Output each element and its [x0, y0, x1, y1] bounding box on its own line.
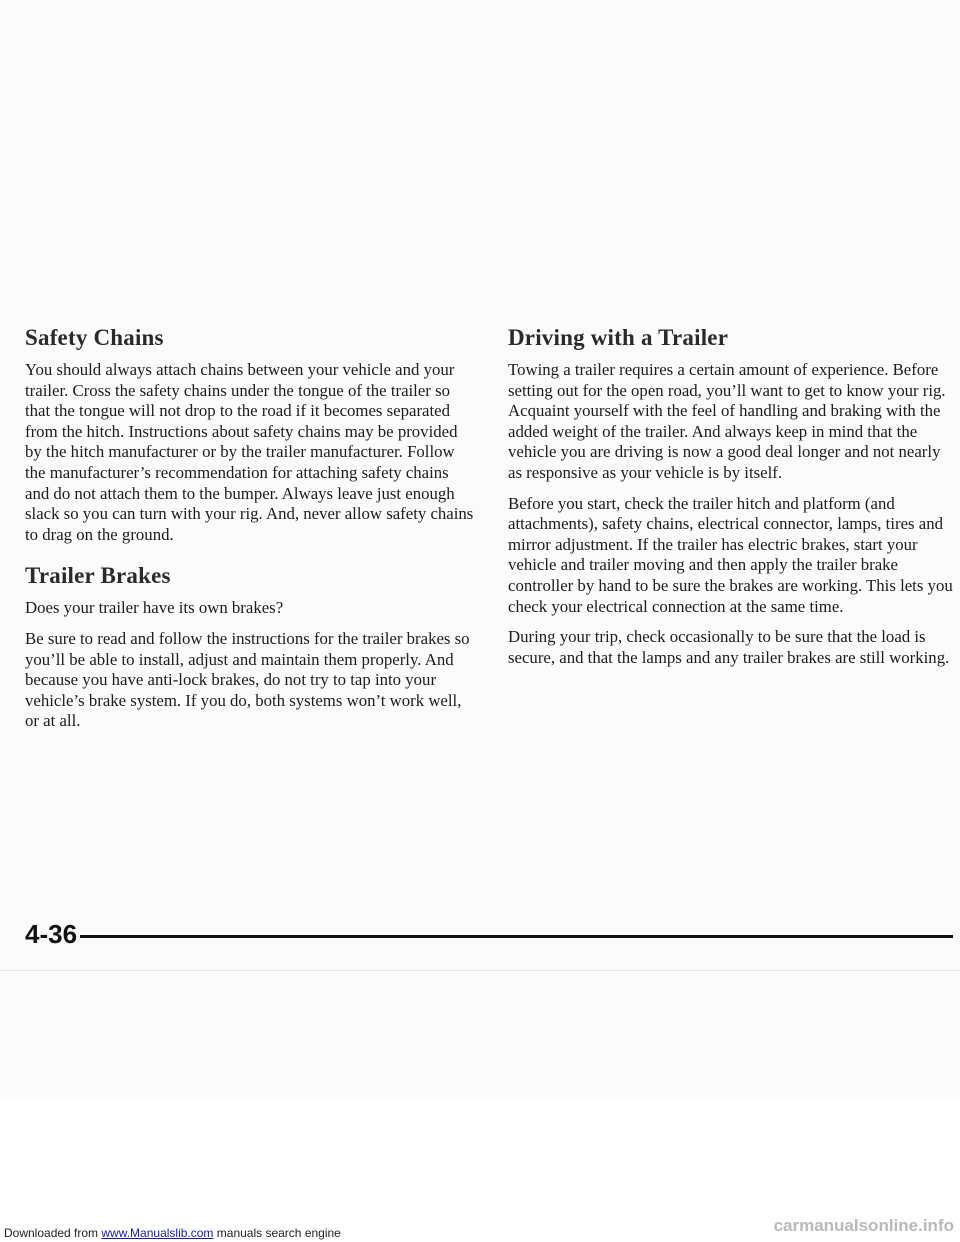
right-column — [508, 325, 958, 678]
carmanualsonline-watermark: carmanualsonline.info — [773, 1216, 954, 1235]
driving-paragraph-1: Towing a trailer requires a certain amount of experience. Before setting out for the open road, you’ll want to get to know your rig. Acquaint yourself with the feel of handling and braking with the added weight of the trailer. And always keep in mind that the vehicle you are driving is now a good deal longer and not nearly as responsive as your vehicle is by itself. — [508, 360, 946, 482]
scan-line — [0, 970, 960, 971]
safety-chains-paragraph: You should always attach chains between your vehicle and your trailer. Cross the safety chains under the tongue of the trailer so that the tongue will not drop to the road if it becomes separated from the hitch. Instructions about safety chains may be provided by the hitch manufacturer or by the trailer manufacturer. Follow the manufacturer’s recommendation for attaching safety chains and do not attach them to the bumper. Always leave just enough slack so you can turn with your rig. And, never allow safety chains to drag on the ground. — [25, 360, 474, 544]
driving-paragraph-2: Before you start, check the trailer hitch and platform (and attachments), safety chains, electrical connector, lamps, tires and mirror adjustment. If the trailer has electric brakes, start your vehicle and trailer moving and then apply the trailer brake controller by hand to be sure the brakes are working. This lets you check your electrical connection at the same time. — [508, 493, 953, 616]
watermark-prefix: Downloaded from — [4, 1226, 102, 1240]
page-number: 4-36 — [25, 919, 78, 949]
heading-driving-with-trailer: Driving with a Trailer — [508, 325, 729, 350]
footer-rule — [80, 935, 953, 938]
download-watermark — [4, 1226, 341, 1240]
manualslib-link[interactable]: www.Manualslib.com — [101, 1226, 214, 1240]
left-column — [25, 325, 475, 742]
watermark-suffix: manuals search engine — [213, 1226, 341, 1240]
heading-safety-chains: Safety Chains — [25, 325, 164, 350]
heading-trailer-brakes: Trailer Brakes — [25, 563, 171, 589]
trailer-brakes-question: Does your trailer have its own brakes? — [25, 598, 284, 618]
driving-paragraph-3: During your trip, check occasionally to be sure that the load is secure, and that the lamps and any trailer brakes are still working. — [508, 627, 950, 667]
trailer-brakes-paragraph: Be sure to read and follow the instructions for the trailer brakes so you’ll be able to install, adjust and maintain them properly. And because you have anti-lock brakes, do not try to tap into your vehicle’s brake system. If you do, both systems won’t work well, or at all. — [25, 628, 470, 731]
